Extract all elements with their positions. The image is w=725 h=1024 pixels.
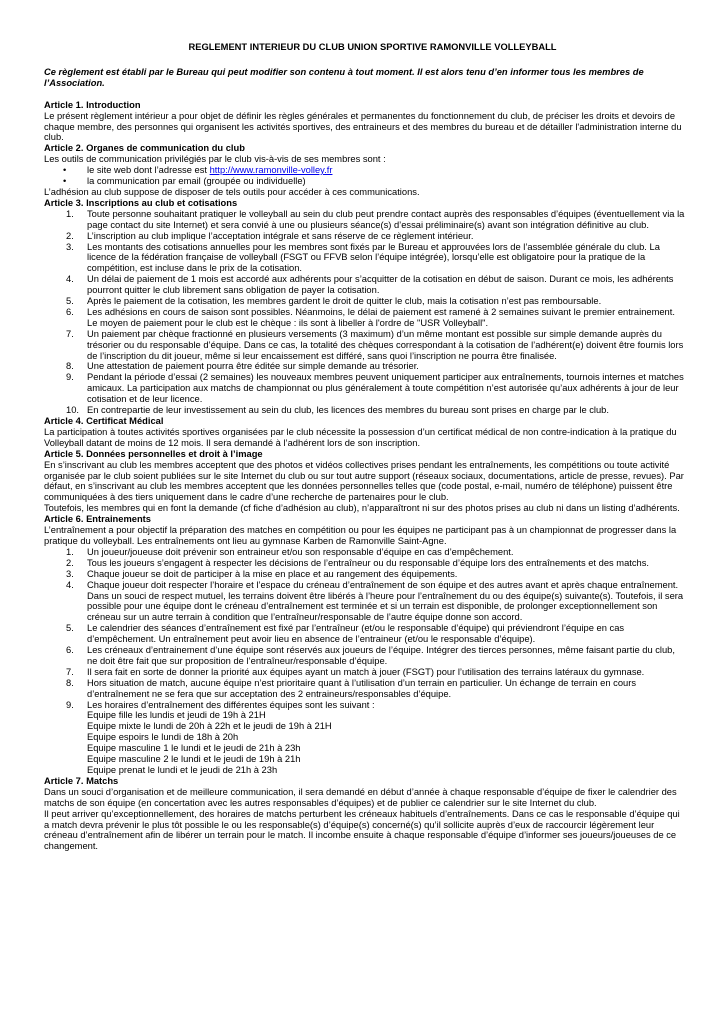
website-link[interactable]: http://www.ramonville-volley.fr [209, 165, 333, 176]
article-4-text: La participation à toutes activités sportives organisées par le club nécessite la possession d’un certificat médical de non contre-indication à la pratique du Volleyball datant de moins de 12 mois. Il sera demandé à l’adhérent lors de son inscription. [44, 426, 677, 448]
article-7-paragraph-2: Il peut arriver qu’exceptionnellement, des horaires de matchs perturbent les créneaux habituels d’entraînements. Dans ce cas le responsable d’équipe qui a match devra prévenir le plus tôt possible le ou les responsable(s) d’équipe(s) concerné(s) qu’il sollicite auprès d’eux de raccourcir légèrement leur créneau d’entraînement afin de libérer un terrain pour le match. Il incombe ensuite à chaque responsable d’équipe d’informer ses joueurs/joueuses de ce changement. [44, 808, 680, 852]
article-7 [44, 776, 687, 852]
list-item-text: Les adhésions en cours de saison sont possibles. Néanmoins, le délai de paiement est ramené à 2 semaines suivant le premier entrainement. Le moyen de paiement pour le club est le chèque : ils sont à libeller à l'ordre de "USR Volleyball". [87, 306, 675, 328]
list-item-text: Le calendrier des séances d’entraînement est fixé par l’entraîneur (et/ou le responsable d’équipe) qui préviendront l’équipe en cas d’empêchement. Un entraînement peut avoir lieu en absence de l’entraineur (et/ou le responsable d’équipe). [87, 623, 625, 645]
article-2-heading: Article 2. Organes de communication du club [44, 143, 245, 154]
schedule-line: Equipe masculine 1 le lundi et le jeudi de 21h à 23h [87, 743, 301, 754]
list-item-text: Pendant la période d’essai (2 semaines) les nouveaux membres peuvent uniquement participer aux entraînements, tournois internes et matches amicaux. La participation aux matchs de championnat ou plus généralement à toute compétition n’est autorisée qu’aux adhérents à jour de leur cotisation et de leur licence. [87, 372, 684, 405]
list-item: 5. Après le paiement de la cotisation, les membres gardent le droit de quitter le club, mais la cotisation n’est pas remboursable. [66, 296, 602, 307]
list-item-text: Chaque joueur doit respecter l’horaire et l’espace du créneau d’entraînement de son équipe et des autres avant et après chaque entraînement. Dans un souci de respect mutuel, les terrains doivent être libérés à l’heure pour l’entraînement du ou des équipe(s) suivante(s). Toutefois, il sera possible pour une équipe dont le créneau d’entraînement est terminée et si un terrain est disponible, de prolonger exceptionnellement son créneau sur un autre terrain à condition que l’entraîneur/responsable de l’autre équipe donne son accord. [87, 579, 684, 623]
list-item-text: Les montants des cotisations annuelles pour les membres sont fixés par le Bureau et approuvées lors de l’assemblée générale du club. La licence de la fédération française de volleyball (FSGT ou FFVB selon l’équipe intégrée), lorsqu’elle est obligatoire pour la pratique de la compétition, est incluse dans le prix de la cotisation. [87, 241, 660, 274]
article-3-heading: Article 3. Inscriptions au club et cotisations [44, 197, 238, 208]
article-2-bullet-list [44, 165, 687, 187]
list-item: 6. Les adhésions en cours de saison sont possibles. Néanmoins, le délai de paiement est ramené à 2 semaines suivant le premier entrainement. Le moyen de paiement pour le club est le chèque : ils sont à libeller à l'ordre de "USR Volleyball". [66, 306, 675, 328]
list-item-text: Chaque joueur se doit de participer à la mise en place et au rangement des équipements. [87, 568, 458, 579]
list-item-text: Un paiement par chèque fractionné en plusieurs versements (3 maximum) d’un même montant est possible sur simple demande auprès du trésorier ou du responsable d’équipe. Dans ce cas, la totalité des chèques correspondant à la cotisation de l’adhérent(e) doivent être fournis lors de l’inscription du dit joueur, même si leur encaissement est différé, sans quoi l’inscription ne pourra être finalisée. [87, 328, 684, 361]
list-item [44, 176, 687, 187]
list-item [44, 165, 687, 176]
schedule-line: Equipe mixte le lundi de 20h à 22h et le jeudi de 19h à 21H [87, 721, 332, 732]
article-1-text: Le présent règlement intérieur a pour objet de définir les règles générales et permanentes du fonctionnement du club, de préciser les droits et devoirs de chaque membre, des personnes qui organisent les activités sportives, des entraineurs et des membres du bureau et de détailler l'administration interne du club. [44, 110, 682, 143]
article-5-paragraph-1: En s’inscrivant au club les membres acceptent que des photos et vidéos collectives prises pendant les entraînements, les compétitions ou toute activité organisée par le club soient publiées sur le site Internet du club ou sur tout autre support (réseaux sociaux, documentations, article de presse, revues). Par défaut, en s’inscrivant au club les membres acceptent que les données personnelles telles que (code postal, e-mail, numéro de téléphone) puissent être communiquées à des tiers uniquement dans le cadre d’une recherche de partenaires pour le club. [44, 459, 684, 503]
article-7-paragraph-1: Dans un souci d’organisation et de meilleure communication, il sera demandé en début d’année à chaque responsable d’équipe de fixer le calendrier des matchs de son équipe (en concertation avec les autres responsables d’équipes) et de publier ce calendrier sur le site Internet du club. [44, 786, 677, 808]
bullet-icon: • [63, 176, 67, 187]
list-item-text: En contrepartie de leur investissement au sein du club, les licences des membres du bureau sont prises en charge par le club. [87, 405, 609, 416]
article-5 [44, 449, 687, 514]
list-item: 8. Hors situation de match, aucune équipe n’est prioritaire quant à l’utilisation d’un terrain en particulier. Un échange de terrain en cours d’entraînement ne se fera que sur acceptation des 2 entraineurs/responsables d’équipe. [66, 677, 637, 699]
article-5-heading: Article 5. Données personnelles et droit à l’image [44, 448, 263, 459]
list-item: 1. Un joueur/joueuse doit prévenir son entraineur et/ou son responsable d’équipe en cas d’empêchement. [66, 546, 514, 557]
list-item: 4. Chaque joueur doit respecter l’horaire et l’espace du créneau d’entraînement de son équipe et des autres avant et après chaque entraînement. Dans un souci de respect mutuel, les terrains doivent être libérés à l’heure pour l’entraînement du ou des équipe(s) suivante(s). Toutefois, il sera possible pour une équipe dont le créneau d’entraînement est terminée et si un terrain est disponible, de prolonger exceptionnellement son créneau sur un autre terrain à condition que l’entraîneur/responsable de l’autre équipe donne son accord. [66, 579, 684, 623]
list-item-text: Une attestation de paiement pourra être éditée sur simple demande au trésorier. [87, 361, 419, 372]
article-2 [44, 143, 687, 198]
list-item-text: Tous les joueurs s’engagent à respecter les décisions de l’entraîneur ou du responsable d’équipe lors des entraînements et des matchs. [87, 557, 649, 568]
list-item-text: Hors situation de match, aucune équipe n’est prioritaire quant à l’utilisation d’un terrain en particulier. Un échange de terrain en cours d’entraînement ne se fera que sur acceptation des 2 entraineurs/responsables d’équipe. [87, 677, 637, 699]
list-item: 4. Un délai de paiement de 1 mois est accordé aux adhérents pour s’acquitter de la cotisation en début de saison. Durant ce mois, les adhérents pourront quitter le club librement sans obligation de payer la cotisation. [66, 274, 674, 296]
website-label: le site web dont l’adresse est [87, 165, 210, 176]
schedule-line: Equipe fille les lundis et jeudi de 19h à 21H [87, 710, 266, 721]
article-4-heading: Article 4. Certificat Médical [44, 416, 164, 426]
list-item: 9. Les horaires d’entraînement des différentes équipes sont les suivant : [66, 699, 375, 710]
list-item: 9. Pendant la période d’essai (2 semaines) les nouveaux membres peuvent uniquement participer aux entraînements, tournois internes et matches amicaux. La participation aux matchs de championnat ou plus généralement à toute compétition n’est autorisée qu’aux adhérents à jour de leur cotisation et de leur licence. [66, 372, 684, 405]
article-6-lead: L’entraînement a pour objectif la préparation des matches en compétition ou pour les équipes ne participant pas à un championnat de progresser dans la pratique du volleyball. Les entraînements ont lieu au gymnase Karben de Ramonville Saint-Agne. [44, 525, 677, 546]
intro-paragraph: Ce règlement est établi par le Bureau qui peut modifier son contenu à tout moment. Il est alors tenu d’en informer tous les membres de l’Association. [44, 66, 644, 88]
article-4 [44, 416, 687, 449]
article-2-lead: Les outils de communication privilégiés par le club vis-à-vis de ses membres sont : [44, 154, 386, 165]
email-communication-text: la communication par email (groupée ou individuelle) [87, 176, 306, 187]
list-item: 5. Le calendrier des séances d’entraînement est fixé par l’entraîneur (et/ou le responsable d’équipe) qui préviendront l’équipe en cas d’empêchement. Un entraînement peut avoir lieu en absence de l’entraineur (et/ou le responsable d’équipe). [66, 623, 625, 645]
training-schedule [44, 710, 687, 775]
list-item-text: Un joueur/joueuse doit prévenir son entraineur et/ou son responsable d’équipe en cas d’empêchement. [87, 546, 514, 557]
document-title: REGLEMENT INTERIEUR DU CLUB UNION SPORTIVE RAMONVILLE VOLLEYBALL [188, 42, 557, 52]
list-item: 2. Tous les joueurs s’engagent à respecter les décisions de l’entraîneur ou du responsable d’équipe lors des entraînements et des matchs. [66, 557, 649, 568]
schedule-line: Equipe espoirs le lundi de 18h à 20h [87, 732, 239, 743]
list-item: 10. En contrepartie de leur investissement au sein du club, les licences des membres du bureau sont prises en charge par le club. [66, 405, 609, 416]
article-5-paragraph-2: Toutefois, les membres qui en font la demande (cf fiche d’adhésion au club), n’apparaîtront ni sur des photos prises au club ni dans un listing d’adhérents. [44, 503, 680, 514]
article-6-heading: Article 6. Entrainements [44, 514, 151, 525]
list-item: 2. L’inscription au club implique l’acceptation intégrale et sans réserve de ce règlement intérieur. [66, 230, 474, 241]
list-item: 6. Les créneaux d’entrainement d’une équipe sont réservés aux joueurs de l’équipe. Intégrer des tierces personnes, même faisant partie du club, ne doit être fait que sur proposition de l’entraîneur/responsable d’équipe. [66, 645, 675, 666]
article-3 [44, 198, 687, 416]
article-7-heading: Article 7. Matchs [44, 775, 119, 786]
list-item: 3. Chaque joueur se doit de participer à la mise en place et au rangement des équipements. [66, 568, 458, 579]
article-1 [44, 100, 687, 144]
list-item-text: Les horaires d’entraînement des différentes équipes sont les suivant : [87, 699, 375, 710]
schedule-line: Equipe prenat le lundi et le jeudi de 21h à 23h [87, 765, 278, 775]
article-3-list [44, 209, 687, 416]
list-item: 1. Toute personne souhaitant pratiquer le volleyball au sein du club peut prendre contact auprès des responsables d’équipes (éventuellement via la page contact du site Internet) et sera convié à une ou plusieurs séance(s) d’essai préliminaire(s) avant son intégration définitive au club. [66, 208, 685, 230]
schedule-line: Equipe masculine 2 le lundi et le jeudi de 19h à 21h [87, 754, 301, 765]
list-item-text: L’inscription au club implique l’acceptation intégrale et sans réserve de ce règlement intérieur. [87, 230, 474, 241]
list-item-text: Les créneaux d’entrainement d’une équipe sont réservés aux joueurs de l’équipe. Intégrer des tierces personnes, même faisant partie du club, ne doit être fait que sur proposition de l’entraîneur/responsable d’équipe. [87, 645, 675, 666]
list-item-text: Un délai de paiement de 1 mois est accordé aux adhérents pour s’acquitter de la cotisation en début de saison. Durant ce mois, les adhérents pourront quitter le club librement sans obligation de payer la cotisation. [87, 274, 674, 296]
list-item: 3. Les montants des cotisations annuelles pour les membres sont fixés par le Bureau et approuvées lors de l’assemblée générale du club. La licence de la fédération française de volleyball (FSGT ou FFVB selon l’équipe intégrée), lorsqu’elle est obligatoire pour la pratique de la compétition, est incluse dans le prix de la cotisation. [66, 241, 660, 274]
list-item-text: Après le paiement de la cotisation, les membres gardent le droit de quitter le club, mais la cotisation n’est pas remboursable. [87, 296, 602, 307]
list-item: 8. Une attestation de paiement pourra être éditée sur simple demande au trésorier. [66, 361, 419, 372]
article-1-heading: Article 1. Introduction [44, 99, 141, 110]
article-2-tail: L’adhésion au club suppose de disposer de tels outils pour accéder à ces communications. [44, 186, 420, 197]
list-item: 7. Il sera fait en sorte de donner la priorité aux équipes ayant un match à jouer (FSGT) pour l’utilisation des terrains latéraux du gymnase. [66, 666, 645, 677]
list-item-text: Toute personne souhaitant pratiquer le volleyball au sein du club peut prendre contact auprès des responsables d’équipes (éventuellement via la page contact du site Internet) et sera convié à une ou plusieurs séance(s) d’essai préliminaire(s) avant son intégration définitive au club. [87, 208, 685, 230]
bullet-icon: • [63, 165, 67, 176]
list-item: 7. Un paiement par chèque fractionné en plusieurs versements (3 maximum) d’un même montant est possible sur simple demande auprès du trésorier ou du responsable d’équipe. Dans ce cas, la totalité des chèques correspondant à la cotisation de l’adhérent(e) doivent être fournis lors de l’inscription du dit joueur, même si leur encaissement est différé, sans quoi l’inscription ne pourra être finalisée. [66, 328, 684, 361]
article-6-list [44, 547, 687, 711]
article-6 [44, 514, 687, 776]
list-item-text: Il sera fait en sorte de donner la priorité aux équipes ayant un match à jouer (FSGT) pour l’utilisation des terrains latéraux du gymnase. [87, 666, 645, 677]
